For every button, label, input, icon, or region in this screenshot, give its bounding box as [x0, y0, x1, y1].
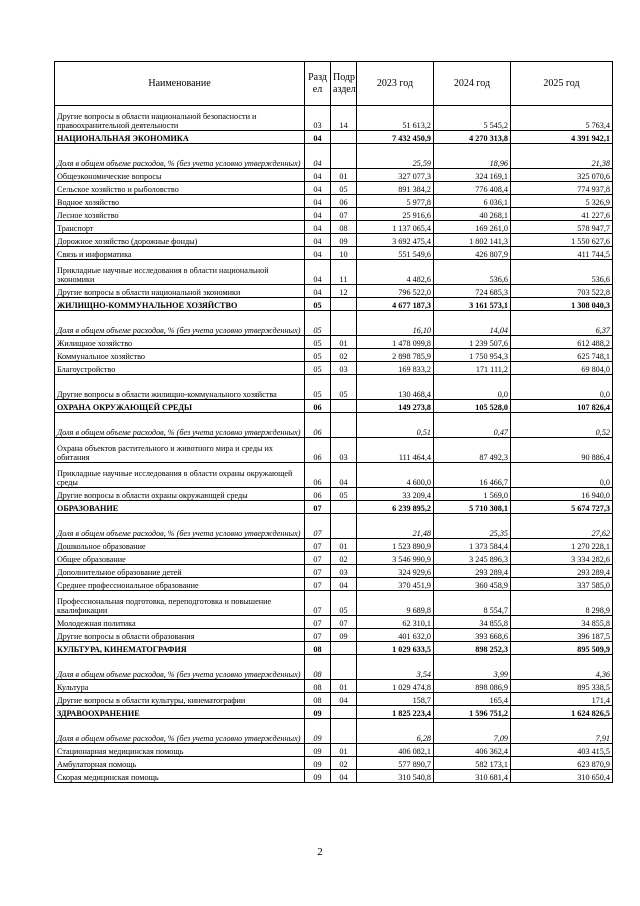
- cell-name: Благоустройство: [55, 362, 305, 375]
- cell-podrazdel: 06: [331, 195, 357, 208]
- cell-podrazdel: 04: [331, 693, 357, 706]
- cell-2024: 3,99: [434, 655, 511, 680]
- cell-2023: 4 482,6: [357, 260, 434, 285]
- cell-2025: 895 509,9: [511, 642, 613, 655]
- cell-podrazdel: [331, 501, 357, 514]
- cell-name: Лесное хозяйство: [55, 208, 305, 221]
- cell-2023: 4 677 187,3: [357, 298, 434, 311]
- table-row: [55, 182, 613, 195]
- cell-2025: 8 298,9: [511, 591, 613, 616]
- table-row: [55, 106, 613, 131]
- cell-2023: 3 546 990,9: [357, 552, 434, 565]
- cell-2024: 1 596 751,2: [434, 706, 511, 719]
- cell-2025: 41 227,6: [511, 208, 613, 221]
- cell-2025: 6,37: [511, 311, 613, 336]
- cell-name: ОХРАНА ОКРУЖАЮЩЕЙ СРЕДЫ: [55, 400, 305, 413]
- cell-2025: 703 522,8: [511, 285, 613, 298]
- cell-podrazdel: [331, 298, 357, 311]
- cell-name: Общеэкономические вопросы: [55, 169, 305, 182]
- cell-podrazdel: [331, 655, 357, 680]
- cell-2023: 9 689,8: [357, 591, 434, 616]
- table-row: [55, 539, 613, 552]
- cell-name: Доля в общем объеме расходов, % (без учета условно утвержденных): [55, 413, 305, 438]
- table-row: [55, 565, 613, 578]
- table-row: [55, 693, 613, 706]
- header-razdel: Разд ел: [305, 62, 331, 106]
- cell-podrazdel: [331, 642, 357, 655]
- cell-2024: 3 161 573,1: [434, 298, 511, 311]
- table-row: [55, 260, 613, 285]
- section-row: [55, 400, 613, 413]
- cell-2025: 0,0: [511, 463, 613, 488]
- cell-name: Скорая медицинская помощь: [55, 770, 305, 783]
- cell-2025: 0,52: [511, 413, 613, 438]
- cell-2025: 4,36: [511, 655, 613, 680]
- cell-podrazdel: 04: [331, 463, 357, 488]
- cell-podrazdel: 05: [331, 375, 357, 400]
- cell-podrazdel: 04: [331, 770, 357, 783]
- cell-2023: 25 916,6: [357, 208, 434, 221]
- cell-2025: 90 886,4: [511, 438, 613, 463]
- table-row: [55, 195, 613, 208]
- cell-razdel: 04: [305, 195, 331, 208]
- cell-2023: 21,48: [357, 514, 434, 539]
- cell-podrazdel: 01: [331, 680, 357, 693]
- cell-2025: 7,91: [511, 719, 613, 744]
- cell-name: Другие вопросы в области охраны окружающей среды: [55, 488, 305, 501]
- cell-razdel: 04: [305, 285, 331, 298]
- cell-razdel: 08: [305, 693, 331, 706]
- cell-2023: 4 600,0: [357, 463, 434, 488]
- cell-podrazdel: [331, 413, 357, 438]
- cell-2025: 625 748,1: [511, 349, 613, 362]
- cell-2024: 536,6: [434, 260, 511, 285]
- cell-razdel: 07: [305, 616, 331, 629]
- table-row: [55, 208, 613, 221]
- cell-podrazdel: 11: [331, 260, 357, 285]
- cell-razdel: 07: [305, 578, 331, 591]
- cell-2023: 7 432 450,9: [357, 131, 434, 144]
- cell-2024: 406 362,4: [434, 744, 511, 757]
- section-row: [55, 131, 613, 144]
- table-row: [55, 438, 613, 463]
- cell-2023: 796 522,0: [357, 285, 434, 298]
- cell-2023: 5 977,8: [357, 195, 434, 208]
- cell-2025: 403 415,5: [511, 744, 613, 757]
- cell-razdel: 07: [305, 565, 331, 578]
- header-2024: 2024 год: [434, 62, 511, 106]
- cell-2025: 325 070,6: [511, 169, 613, 182]
- table-row: [55, 285, 613, 298]
- table-header-row: [55, 62, 613, 106]
- cell-2025: 34 855,8: [511, 616, 613, 629]
- header-2023: 2023 год: [357, 62, 434, 106]
- share-row: [55, 413, 613, 438]
- cell-2025: 27,62: [511, 514, 613, 539]
- cell-name: Дополнительное образование детей: [55, 565, 305, 578]
- cell-name: Другие вопросы в области национальной экономики: [55, 285, 305, 298]
- table-body: [55, 106, 613, 783]
- table-row: [55, 578, 613, 591]
- cell-razdel: 05: [305, 362, 331, 375]
- cell-2024: 34 855,8: [434, 616, 511, 629]
- cell-2024: 1 373 584,4: [434, 539, 511, 552]
- cell-2024: 105 528,0: [434, 400, 511, 413]
- cell-name: Молодежная политика: [55, 616, 305, 629]
- table-row: [55, 375, 613, 400]
- cell-2024: 1 569,0: [434, 488, 511, 501]
- cell-2024: 724 685,3: [434, 285, 511, 298]
- cell-2024: 87 492,3: [434, 438, 511, 463]
- cell-razdel: 04: [305, 169, 331, 182]
- cell-podrazdel: [331, 514, 357, 539]
- cell-name: Доля в общем объеме расходов, % (без учета условно утвержденных): [55, 311, 305, 336]
- cell-podrazdel: 12: [331, 285, 357, 298]
- cell-razdel: 08: [305, 655, 331, 680]
- cell-podrazdel: [331, 144, 357, 169]
- cell-2024: 6 036,1: [434, 195, 511, 208]
- share-row: [55, 514, 613, 539]
- cell-name: Транспорт: [55, 221, 305, 234]
- cell-razdel: 08: [305, 642, 331, 655]
- cell-2023: 310 540,8: [357, 770, 434, 783]
- cell-name: Другие вопросы в области национальной безопасности и правоохранительной деятельности: [55, 106, 305, 131]
- cell-2023: 130 468,4: [357, 375, 434, 400]
- cell-2023: 1 825 223,4: [357, 706, 434, 719]
- section-row: [55, 298, 613, 311]
- cell-2025: 0,0: [511, 375, 613, 400]
- cell-2024: 5 710 308,1: [434, 501, 511, 514]
- cell-podrazdel: 09: [331, 234, 357, 247]
- cell-razdel: 04: [305, 144, 331, 169]
- cell-podrazdel: 07: [331, 208, 357, 221]
- cell-2023: 1 137 065,4: [357, 221, 434, 234]
- cell-razdel: 05: [305, 336, 331, 349]
- cell-2023: 169 833,2: [357, 362, 434, 375]
- table-row: [55, 744, 613, 757]
- cell-2024: 171 111,2: [434, 362, 511, 375]
- cell-2025: 1 624 826,5: [511, 706, 613, 719]
- cell-name: Стационарная медицинская помощь: [55, 744, 305, 757]
- cell-razdel: 09: [305, 757, 331, 770]
- cell-razdel: 05: [305, 349, 331, 362]
- cell-razdel: 08: [305, 680, 331, 693]
- cell-2023: 324 929,6: [357, 565, 434, 578]
- cell-2024: 310 681,4: [434, 770, 511, 783]
- cell-razdel: 07: [305, 629, 331, 642]
- cell-2024: 8 554,7: [434, 591, 511, 616]
- cell-name: Другие вопросы в области образования: [55, 629, 305, 642]
- cell-2024: 4 270 313,8: [434, 131, 511, 144]
- cell-2024: 7,09: [434, 719, 511, 744]
- cell-2023: 51 613,2: [357, 106, 434, 131]
- cell-name: Сельское хозяйство и рыболовство: [55, 182, 305, 195]
- cell-2024: 582 173,1: [434, 757, 511, 770]
- cell-name: Доля в общем объеме расходов, % (без учета условно утвержденных): [55, 144, 305, 169]
- table-row: [55, 757, 613, 770]
- cell-2023: 1 029 633,5: [357, 642, 434, 655]
- cell-podrazdel: 03: [331, 565, 357, 578]
- cell-name: Амбулаторная помощь: [55, 757, 305, 770]
- cell-podrazdel: 05: [331, 182, 357, 195]
- cell-podrazdel: [331, 719, 357, 744]
- table-row: [55, 336, 613, 349]
- cell-2025: 774 937,8: [511, 182, 613, 195]
- cell-2023: 2 898 785,9: [357, 349, 434, 362]
- cell-podrazdel: 10: [331, 247, 357, 260]
- cell-2024: 25,35: [434, 514, 511, 539]
- cell-2025: 5 763,4: [511, 106, 613, 131]
- cell-razdel: 05: [305, 375, 331, 400]
- cell-2023: 1 029 474,8: [357, 680, 434, 693]
- cell-podrazdel: 02: [331, 552, 357, 565]
- cell-2025: 293 289,4: [511, 565, 613, 578]
- page-number: 2: [317, 846, 323, 858]
- cell-2023: 1 478 099,8: [357, 336, 434, 349]
- cell-2025: 3 334 282,6: [511, 552, 613, 565]
- cell-razdel: 06: [305, 463, 331, 488]
- cell-2025: 107 826,4: [511, 400, 613, 413]
- cell-2024: 18,96: [434, 144, 511, 169]
- cell-podrazdel: 05: [331, 488, 357, 501]
- cell-name: Доля в общем объеме расходов, % (без учета условно утвержденных): [55, 655, 305, 680]
- cell-razdel: 05: [305, 298, 331, 311]
- cell-2025: 337 585,0: [511, 578, 613, 591]
- cell-2024: 169 261,0: [434, 221, 511, 234]
- cell-2025: 612 488,2: [511, 336, 613, 349]
- cell-2024: 0,0: [434, 375, 511, 400]
- cell-2024: 898 252,3: [434, 642, 511, 655]
- share-row: [55, 311, 613, 336]
- cell-razdel: 06: [305, 400, 331, 413]
- cell-2023: 370 451,9: [357, 578, 434, 591]
- cell-podrazdel: 08: [331, 221, 357, 234]
- cell-podrazdel: 07: [331, 616, 357, 629]
- cell-razdel: 04: [305, 260, 331, 285]
- cell-2023: 6,28: [357, 719, 434, 744]
- cell-razdel: 07: [305, 552, 331, 565]
- cell-razdel: 07: [305, 514, 331, 539]
- cell-razdel: 06: [305, 438, 331, 463]
- cell-razdel: 09: [305, 706, 331, 719]
- cell-2025: 895 338,5: [511, 680, 613, 693]
- cell-2023: 1 523 890,9: [357, 539, 434, 552]
- cell-2025: 171,4: [511, 693, 613, 706]
- cell-2023: 551 549,6: [357, 247, 434, 260]
- cell-razdel: 09: [305, 719, 331, 744]
- cell-2025: 536,6: [511, 260, 613, 285]
- header-name: Наименование: [55, 62, 305, 106]
- table-row: [55, 680, 613, 693]
- cell-2023: 3 692 475,4: [357, 234, 434, 247]
- cell-razdel: 04: [305, 234, 331, 247]
- cell-name: Связь и информатика: [55, 247, 305, 260]
- cell-2024: 5 545,2: [434, 106, 511, 131]
- cell-2024: 1 750 954,3: [434, 349, 511, 362]
- cell-podrazdel: [331, 311, 357, 336]
- cell-razdel: 04: [305, 131, 331, 144]
- share-row: [55, 719, 613, 744]
- cell-2025: 1 308 040,3: [511, 298, 613, 311]
- cell-podrazdel: [331, 400, 357, 413]
- cell-podrazdel: [331, 131, 357, 144]
- cell-podrazdel: 01: [331, 169, 357, 182]
- cell-2024: 324 169,1: [434, 169, 511, 182]
- table-row: [55, 349, 613, 362]
- cell-name: Дошкольное образование: [55, 539, 305, 552]
- cell-razdel: 04: [305, 182, 331, 195]
- cell-2025: 1 550 627,6: [511, 234, 613, 247]
- table-row: [55, 591, 613, 616]
- table-row: [55, 247, 613, 260]
- cell-2025: 1 270 228,1: [511, 539, 613, 552]
- cell-podrazdel: 03: [331, 362, 357, 375]
- cell-2025: 69 804,0: [511, 362, 613, 375]
- cell-2024: 1 802 141,3: [434, 234, 511, 247]
- cell-2025: 4 391 942,1: [511, 131, 613, 144]
- header-2025: 2025 год: [511, 62, 613, 106]
- cell-name: Водное хозяйство: [55, 195, 305, 208]
- cell-podrazdel: 09: [331, 629, 357, 642]
- cell-2023: 62 310,1: [357, 616, 434, 629]
- cell-name: Профессиональная подготовка, переподготовка и повышение квалификации: [55, 591, 305, 616]
- cell-2023: 577 890,7: [357, 757, 434, 770]
- cell-2023: 149 273,8: [357, 400, 434, 413]
- cell-name: Жилищное хозяйство: [55, 336, 305, 349]
- cell-2024: 293 289,4: [434, 565, 511, 578]
- cell-podrazdel: 02: [331, 349, 357, 362]
- header-podrazdel: Подр аздел: [331, 62, 357, 106]
- cell-name: Дорожное хозяйство (дорожные фонды): [55, 234, 305, 247]
- cell-name: НАЦИОНАЛЬНАЯ ЭКОНОМИКА: [55, 131, 305, 144]
- cell-name: Охрана объектов растительного и животного мира и среды их обитания: [55, 438, 305, 463]
- table-row: [55, 616, 613, 629]
- cell-name: Среднее профессиональное образование: [55, 578, 305, 591]
- cell-name: Общее образование: [55, 552, 305, 565]
- cell-razdel: 06: [305, 413, 331, 438]
- table-row: [55, 169, 613, 182]
- table-row: [55, 552, 613, 565]
- cell-2023: 327 077,3: [357, 169, 434, 182]
- cell-2024: 426 807,9: [434, 247, 511, 260]
- cell-2023: 6 239 895,2: [357, 501, 434, 514]
- cell-2025: 578 947,7: [511, 221, 613, 234]
- cell-razdel: 03: [305, 106, 331, 131]
- cell-podrazdel: 01: [331, 744, 357, 757]
- table-row: [55, 234, 613, 247]
- cell-2023: 401 632,0: [357, 629, 434, 642]
- cell-2023: 158,7: [357, 693, 434, 706]
- cell-name: Доля в общем объеме расходов, % (без учета условно утвержденных): [55, 719, 305, 744]
- cell-podrazdel: 05: [331, 591, 357, 616]
- table-row: [55, 362, 613, 375]
- budget-table: [54, 61, 613, 783]
- cell-2023: 0,51: [357, 413, 434, 438]
- cell-razdel: 07: [305, 539, 331, 552]
- cell-2024: 165,4: [434, 693, 511, 706]
- table-row: [55, 629, 613, 642]
- cell-name: Коммунальное хозяйство: [55, 349, 305, 362]
- cell-2023: 3,54: [357, 655, 434, 680]
- section-row: [55, 501, 613, 514]
- cell-2024: 0,47: [434, 413, 511, 438]
- cell-name: Прикладные научные исследования в области охраны окружающей среды: [55, 463, 305, 488]
- cell-name: Прикладные научные исследования в области национальной экономики: [55, 260, 305, 285]
- cell-2024: 3 245 896,3: [434, 552, 511, 565]
- table-row: [55, 770, 613, 783]
- cell-podrazdel: 02: [331, 757, 357, 770]
- cell-2025: 411 744,5: [511, 247, 613, 260]
- section-row: [55, 706, 613, 719]
- cell-podrazdel: [331, 706, 357, 719]
- cell-2023: 406 082,1: [357, 744, 434, 757]
- cell-podrazdel: 04: [331, 578, 357, 591]
- cell-razdel: 09: [305, 744, 331, 757]
- section-row: [55, 642, 613, 655]
- cell-2024: 16 466,7: [434, 463, 511, 488]
- cell-2024: 14,04: [434, 311, 511, 336]
- cell-2024: 1 239 507,6: [434, 336, 511, 349]
- cell-2025: 16 940,0: [511, 488, 613, 501]
- cell-2024: 898 086,9: [434, 680, 511, 693]
- cell-2025: 310 650,4: [511, 770, 613, 783]
- share-row: [55, 655, 613, 680]
- cell-name: ЖИЛИЩНО-КОММУНАЛЬНОЕ ХОЗЯЙСТВО: [55, 298, 305, 311]
- cell-name: Доля в общем объеме расходов, % (без учета условно утвержденных): [55, 514, 305, 539]
- cell-name: ЗДРАВООХРАНЕНИЕ: [55, 706, 305, 719]
- table-row: [55, 463, 613, 488]
- cell-2023: 111 464,4: [357, 438, 434, 463]
- cell-2024: 776 408,4: [434, 182, 511, 195]
- cell-razdel: 07: [305, 591, 331, 616]
- cell-2024: 393 668,6: [434, 629, 511, 642]
- cell-razdel: 04: [305, 247, 331, 260]
- cell-name: Культура: [55, 680, 305, 693]
- table-row: [55, 488, 613, 501]
- cell-razdel: 04: [305, 208, 331, 221]
- cell-2024: 40 268,1: [434, 208, 511, 221]
- cell-2025: 5 674 727,3: [511, 501, 613, 514]
- cell-name: ОБРАЗОВАНИЕ: [55, 501, 305, 514]
- cell-2023: 25,59: [357, 144, 434, 169]
- cell-2024: 360 458,9: [434, 578, 511, 591]
- cell-razdel: 04: [305, 221, 331, 234]
- cell-podrazdel: 01: [331, 336, 357, 349]
- cell-2023: 16,10: [357, 311, 434, 336]
- cell-podrazdel: 01: [331, 539, 357, 552]
- cell-2025: 396 187,5: [511, 629, 613, 642]
- cell-podrazdel: 03: [331, 438, 357, 463]
- cell-2025: 623 870,9: [511, 757, 613, 770]
- cell-razdel: 06: [305, 488, 331, 501]
- cell-name: КУЛЬТУРА, КИНЕМАТОГРАФИЯ: [55, 642, 305, 655]
- share-row: [55, 144, 613, 169]
- cell-razdel: 07: [305, 501, 331, 514]
- cell-2023: 891 384,2: [357, 182, 434, 195]
- cell-razdel: 09: [305, 770, 331, 783]
- cell-2025: 21,38: [511, 144, 613, 169]
- cell-razdel: 05: [305, 311, 331, 336]
- cell-2023: 33 209,4: [357, 488, 434, 501]
- cell-podrazdel: 14: [331, 106, 357, 131]
- cell-name: Другие вопросы в области культуры, кинематографии: [55, 693, 305, 706]
- cell-2025: 5 326,9: [511, 195, 613, 208]
- table-row: [55, 221, 613, 234]
- cell-name: Другие вопросы в области жилищно-коммунального хозяйства: [55, 375, 305, 400]
